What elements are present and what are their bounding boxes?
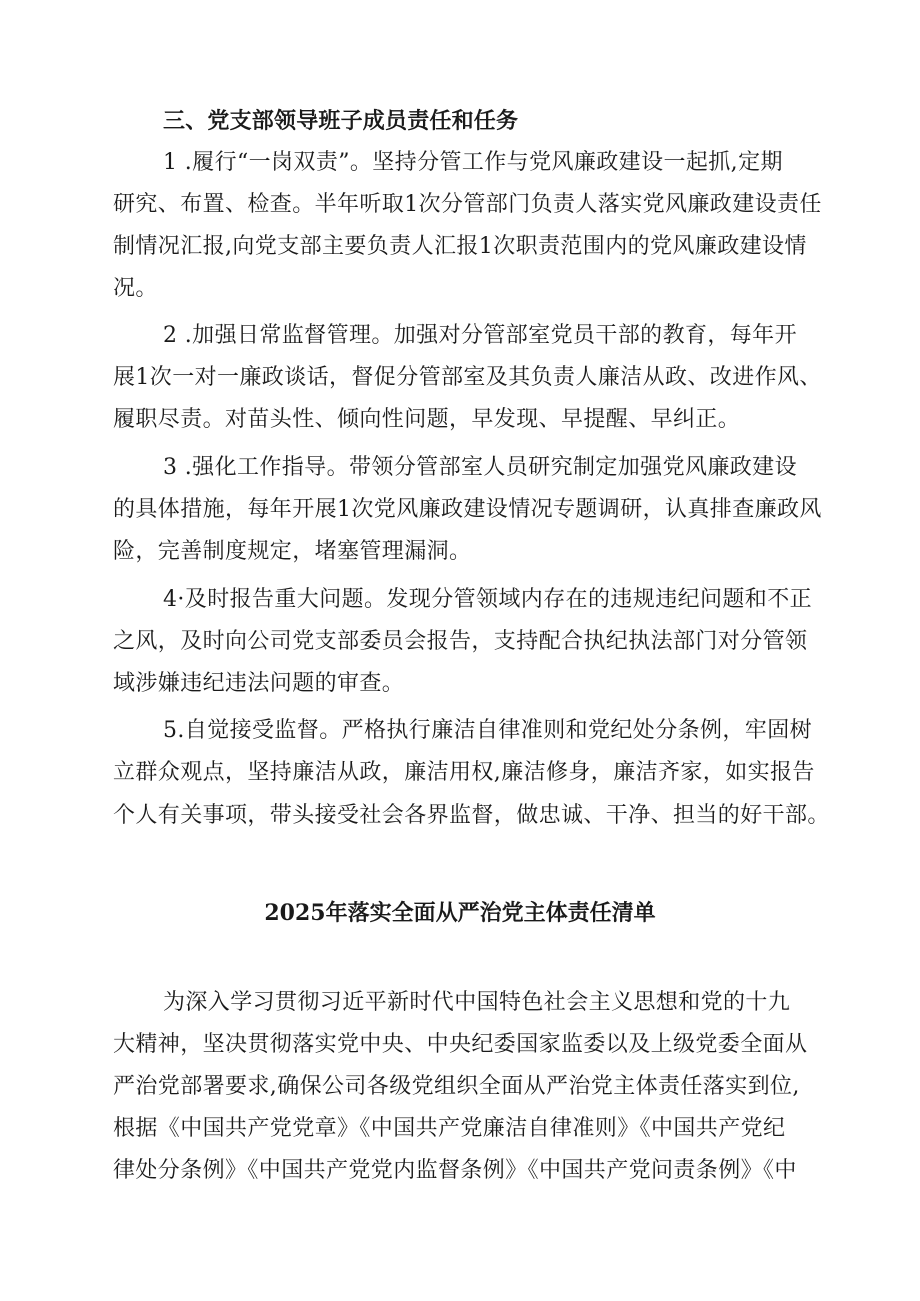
section-heading: 三、党支部领导班子成员责任和任务	[163, 108, 519, 134]
paragraph-line: 为深入学习贯彻习近平新时代中国特色社会主义思想和党的十九	[163, 990, 791, 1015]
paragraph-line: 险，完善制度规定，堵塞管理漏洞。	[113, 539, 472, 564]
paragraph-line: 3 .强化工作指导。带领分管部室人员研究制定加强党风廉政建设	[163, 455, 797, 480]
paragraph-line: 律处分条例》《中国共产党党内监督条例》《中国共产党问责条例》《中	[113, 1158, 797, 1183]
paragraph-line: 之风，及时向公司党支部委员会报告，支持配合执纪执法部门对分管领	[113, 629, 808, 654]
paragraph-line: 根据《中国共产党党章》《中国共产党廉洁自律准则》《中国共产党纪	[113, 1116, 786, 1141]
paragraph-line: 1 .履行“一岗双责”。坚持分管工作与党风廉政建设一起抓,定期	[163, 150, 783, 175]
paragraph-line: 况。	[113, 276, 158, 301]
paragraph-line: 严治党部署要求,确保公司各级党组织全面从严治党主体责任落实到位,	[113, 1074, 800, 1099]
paragraph-line: 履职尽责。对苗头性、倾向性问题，早发现、早提醒、早纠正。	[113, 407, 741, 432]
paragraph-line: 个人有关事项，带头接受社会各界监督，做忠诚、干净、担当的好干部。	[113, 803, 830, 828]
paragraph-line: 2 .加强日常监督管理。加强对分管部室党员干部的教育，每年开	[163, 323, 797, 348]
document-title: 2025年落实全面从严治党主体责任清单	[264, 900, 656, 926]
paragraph-line: 立群众观点，坚持廉洁从政，廉洁用权,廉洁修身，廉洁齐家，如实报告	[113, 760, 815, 785]
paragraph-line: 展1次一对一廉政谈话，督促分管部室及其负责人廉洁从政、改进作风、	[113, 365, 822, 390]
paragraph-line: 4·及时报告重大问题。发现分管领域内存在的违规违纪问题和不正	[163, 587, 812, 612]
paragraph-line: 制情况汇报,向党支部主要负责人汇报1次职责范围内的党风廉政建设情	[113, 234, 807, 259]
paragraph-line: 5.自觉接受监督。严格执行廉洁自律准则和党纪处分条例，牢固树	[163, 718, 812, 743]
paragraph-line: 大精神，坚决贯彻落实党中央、中央纪委国家监委以及上级党委全面从	[113, 1032, 808, 1057]
paragraph-line: 的具体措施，每年开展1次党风廉政建设情况专题调研，认真排查廉政风	[113, 497, 822, 522]
paragraph-line: 研究、布置、检查。半年听取1次分管部门负责人落实党风廉政建设责任	[113, 192, 822, 217]
paragraph-line: 域涉嫌违纪违法问题的审查。	[113, 671, 405, 696]
